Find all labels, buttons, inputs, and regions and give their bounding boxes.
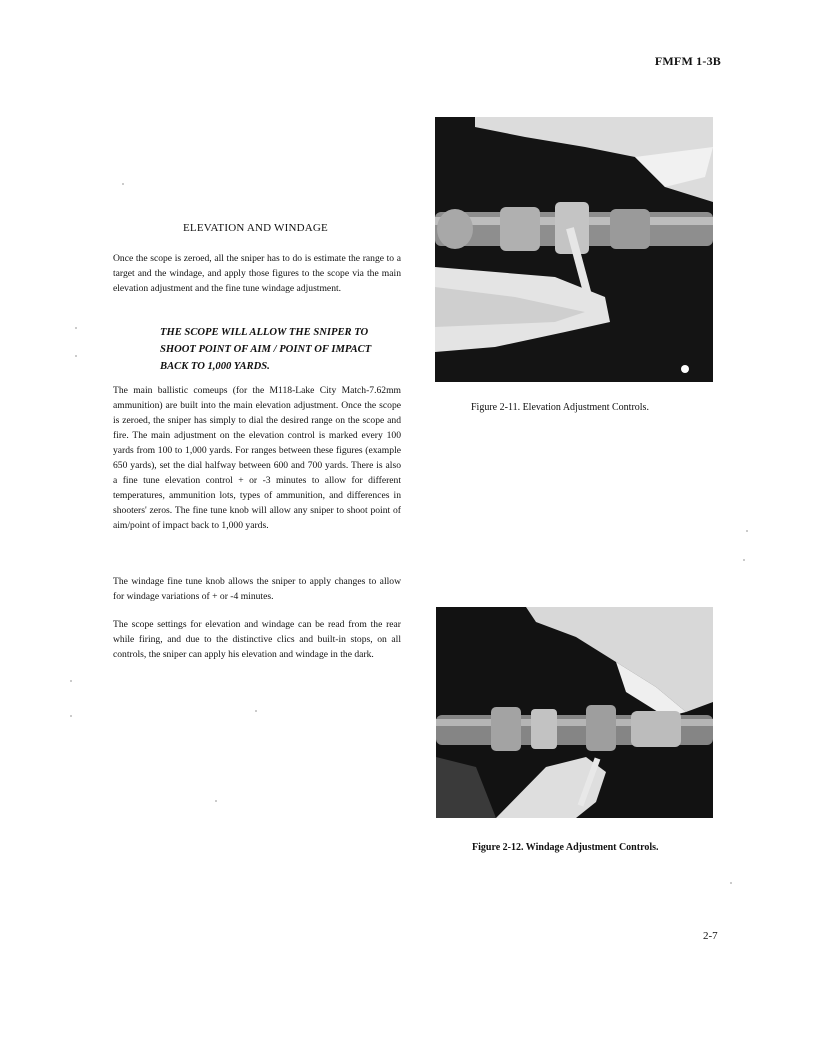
windage-controls-photo (436, 607, 713, 818)
figure-2-11-caption: Figure 2-11. Elevation Adjustment Controls. (471, 402, 649, 413)
document-id-header: FMFM 1-3B (654, 54, 721, 68)
elevation-controls-photo (435, 117, 713, 382)
scan-speck (70, 680, 72, 682)
scan-speck (75, 355, 77, 357)
scan-speck (75, 327, 77, 329)
figure-2-12-caption: Figure 2-12. Windage Adjustment Controls. (472, 842, 659, 853)
scan-speck (122, 183, 124, 185)
scan-speck (746, 530, 748, 532)
scan-speck (70, 715, 72, 717)
intro-paragraph: Once the scope is zeroed, all the sniper has to do is estimate the range to a target and the windage, and apply those figures to the scope via the main elevation adjustment and the fine tune windage adjustment. (113, 253, 401, 294)
page-number: 2-7 (703, 930, 718, 942)
scan-speck (215, 800, 217, 802)
scan-speck (255, 710, 257, 712)
scan-speck (743, 559, 745, 561)
main-ballistic-paragraph: The main ballistic comeups (for the M118-Lake City Match-7.62mm ammunition) are built into the main elevation adjustment. Once the scope is zeroed, the sniper has simply to dial the desired range on the scope and fire. The main adjustment on the elevation control is marked every 100 yards from 100 to 1,000 yards. For ranges between these figures (example 650 yards), set the dial halfway between 600 and 700 yards. There is also a fine tune elevation control + or -3 minutes to allow for different temperatures, ammunition lots, types of ammunition, and differences in shooters' zeros. The fine tune knob will allow any sniper to shoot point of aim/point of impact back to 1,000 yards. (113, 385, 401, 531)
windage-paragraph: The windage fine tune knob allows the sniper to apply changes to allow for windage variations of + or -4 minutes. (113, 576, 401, 602)
callout-text: THE SCOPE WILL ALLOW THE SNIPER TO SHOOT POINT OF AIM / POINT OF IMPACT BACK TO 1,000 YARDS. (160, 327, 372, 372)
scope-settings-paragraph: The scope settings for elevation and windage can be read from the rear while firing, and due to the distinctive clics and built-in stops, on all controls, the sniper can apply his elevation and windage in the dark. (113, 619, 401, 660)
scan-speck (730, 882, 732, 884)
section-heading: ELEVATION AND WINDAGE (183, 222, 328, 234)
